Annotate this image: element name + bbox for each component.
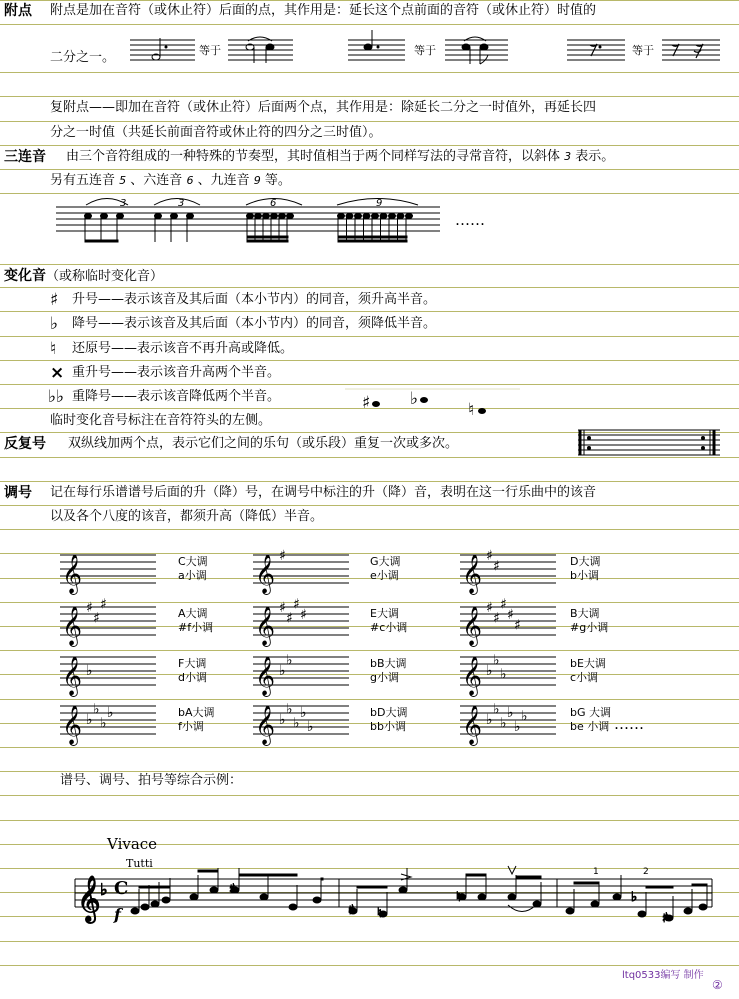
double-flat-desc: 重降号——表示该音降低两个半音。 [72, 389, 281, 404]
sharp-icon: ♯ [493, 558, 500, 575]
key-major-label: E大调 [370, 607, 399, 620]
key-signature-title: 调号 [4, 485, 32, 501]
flat-icon: ♭ [507, 705, 514, 721]
fingering-1: 1 [593, 867, 599, 877]
treble-clef-icon: 𝄞 [62, 606, 83, 646]
flat-icon: ♭ [86, 663, 93, 679]
double-sharp-desc: 重升号——表示该音升高两个半音。 [72, 365, 281, 380]
treble-clef-icon: 𝄞 [255, 656, 276, 696]
key-major-label: bA大调 [178, 706, 215, 719]
note-head [420, 397, 428, 403]
flat-desc: 降号——表示该音及其后面（本小节内）的同音，须降低半音。 [72, 316, 437, 331]
flat-icon: ♭ [279, 712, 286, 728]
flat-icon: ♭ [293, 715, 300, 732]
sharp-icon: ♯ [514, 617, 521, 634]
double-sharp-icon: × [50, 363, 65, 383]
tempo-marking: Vivace [107, 835, 158, 853]
key-minor-label: e小调 [370, 569, 399, 582]
note-head [478, 408, 486, 414]
sharp-icon: ♯ [286, 610, 293, 627]
sharp-icon: ♯ [86, 600, 93, 616]
nonuplet-numeral: 9 [253, 174, 261, 187]
treble-clef-icon: 𝄞 [77, 876, 101, 922]
accidental-icon: ♭ [631, 890, 638, 905]
repeat-title: 反复号 [4, 436, 46, 452]
tuplet-label-3: 3 [120, 198, 127, 209]
flat-icon: ♭ [307, 719, 314, 735]
triplet-title: 三连音 [4, 149, 46, 165]
key-minor-label: #g小调 [570, 621, 609, 634]
key-minor-label: a小调 [178, 569, 207, 582]
quintuplet-numeral: 5 [119, 174, 127, 187]
key-ellipsis: …… [614, 715, 644, 733]
key-major-label: A大调 [178, 607, 208, 620]
triplet-numeral-3: 3 [564, 150, 572, 163]
key-major-label: bB大调 [370, 657, 407, 670]
double-dot-line2: 分之一时值（共延长前面音符或休止符的四分之三时值）。 [50, 125, 382, 140]
accidentals-title: 变化音 [4, 268, 46, 284]
natural-desc: 还原号——表示该音不再升高或降低。 [72, 341, 294, 356]
sharp-icon: ♯ [300, 607, 307, 623]
natural-icon: ♮ [468, 400, 475, 420]
key-major-label: bG 大调 [570, 706, 612, 719]
flat-icon: ♭ [100, 715, 107, 732]
key-major-label: G大调 [370, 555, 401, 568]
flat-icon: ♭ [107, 705, 114, 721]
accidentals-title-paren: （或称临时变化音） [46, 269, 164, 284]
sextuplet-numeral: 6 [186, 174, 194, 187]
page-number: ② [712, 978, 723, 992]
natural-icon: ♮ [50, 339, 57, 359]
sextuplet-text: 、六连音 [130, 173, 183, 188]
sharp-icon: ♯ [362, 393, 371, 413]
flat-icon: ♭ [300, 705, 307, 721]
key-minor-label: g小调 [370, 671, 399, 684]
treble-clef-icon: 𝄞 [255, 554, 276, 594]
triplet-line2-end: 等。 [264, 173, 291, 188]
key-minor-label: b小调 [570, 569, 599, 582]
flat-icon: ♭ [514, 719, 521, 735]
key-major-label: bD大调 [370, 706, 408, 719]
sharp-icon: ♯ [279, 600, 286, 616]
accidental-icon: ♯ [229, 882, 236, 897]
flat-icon: ♭ [50, 314, 59, 334]
sharp-icon: ♯ [500, 596, 507, 613]
flat-icon: ♭ [286, 652, 293, 669]
flat-icon: ♭ [521, 708, 528, 725]
accidental-icon: ♮ [377, 906, 382, 921]
sharp-icon: ♯ [486, 600, 493, 616]
treble-clef-icon: 𝄞 [462, 656, 483, 696]
key-minor-label: f小调 [178, 720, 204, 733]
nonuplet-text: 、九连音 [197, 173, 250, 188]
sharp-icon: ♯ [279, 548, 286, 564]
flat-icon: ♭ [486, 712, 493, 728]
fingering-2: 2 [643, 867, 649, 877]
flat-icon: ♭ [100, 880, 108, 899]
accidental-icon: ♮ [456, 890, 461, 905]
treble-clef-icon: 𝄞 [462, 705, 483, 745]
time-signature: C [114, 878, 129, 899]
quintuplet-text: 另有五连音 [50, 173, 116, 188]
flat-icon: ♭ [500, 715, 507, 732]
key-major-label: B大调 [570, 607, 600, 620]
key-minor-label: #c小调 [370, 621, 408, 634]
treble-clef-icon: 𝄞 [62, 656, 83, 696]
sharp-icon: ♯ [100, 596, 107, 613]
sharp-icon: ♯ [293, 596, 300, 613]
dynamic-forte: f [114, 905, 121, 924]
double-flat-icon: ♭♭ [48, 387, 65, 407]
flat-icon: ♭ [286, 701, 293, 718]
sharp-icon: ♯ [93, 610, 100, 627]
treble-clef-icon: 𝄞 [255, 705, 276, 745]
key-minor-label: d小调 [178, 671, 207, 684]
treble-clef-icon: 𝄞 [462, 554, 483, 594]
key-major-label: D大调 [570, 555, 601, 568]
author-credit: ltq0533编写 制作 [622, 970, 704, 981]
sharp-icon: ♯ [507, 607, 514, 623]
triplet-line1-text: 由三个音符组成的一种特殊的节奏型，其时值相当于两个同样写法的寻常音符，以斜体 [66, 149, 561, 164]
tuplet-ellipsis: …… [455, 211, 485, 229]
sharp-desc: 升号——表示该音及其后面（本小节内）的同音，须升高半音。 [72, 292, 437, 307]
sharp-icon: ♯ [50, 290, 59, 310]
dotted-note-line1: 附点是加在音符（或休止符）后面的点，其作用是：延长这个点前面的音符（或休止符）时值的 [50, 3, 597, 18]
key-minor-label: bb小调 [370, 720, 406, 733]
flat-icon: ♭ [486, 663, 493, 679]
equals-label: 等于 [632, 44, 654, 57]
key-major-label: F大调 [178, 657, 207, 670]
sharp-icon: ♯ [486, 548, 493, 564]
tutti-marking: Tutti [126, 857, 153, 870]
flat-icon: ♭ [500, 666, 507, 683]
flat-icon: ♭ [493, 701, 500, 718]
triplet-line1-end: 表示。 [575, 149, 615, 164]
tuplet-label-3: 3 [178, 198, 185, 209]
key-major-label: C大调 [178, 555, 208, 568]
key-minor-label: #f小调 [178, 621, 214, 634]
flat-icon: ♭ [93, 701, 100, 718]
treble-clef-icon: 𝄞 [462, 606, 483, 646]
tuplet-label-6: 6 [270, 198, 277, 209]
repeat-desc: 双纵线加两个点，表示它们之间的乐句（或乐段）重复一次或多次。 [68, 436, 459, 451]
dotted-note-line2: 二分之一。 [50, 50, 116, 65]
flat-icon: ♭ [86, 712, 93, 728]
tuplet-label-9: 9 [376, 198, 383, 209]
accidental-icon: ♯ [348, 903, 355, 918]
equals-label: 等于 [199, 44, 221, 57]
accidentals-note: 临时变化音号标注在音符符头的左侧。 [50, 413, 272, 428]
key-major-label: bE大调 [570, 657, 606, 670]
key-signature-line1: 记在每行乐谱谱号后面的升（降）号，在调号中标注的升（降）音，表明在这一行乐曲中的该音 [50, 485, 597, 500]
key-signature-line2: 以及各个八度的该音，都须升高（降低）半音。 [50, 509, 324, 524]
sharp-icon: ♯ [493, 610, 500, 627]
example-title: 谱号、调号、拍号等综合示例： [60, 773, 243, 788]
treble-clef-icon: 𝄞 [255, 606, 276, 646]
dotted-note-title: 附点 [4, 3, 32, 19]
key-minor-label: be 小调 [570, 720, 610, 733]
treble-clef-icon: 𝄞 [62, 705, 83, 745]
flat-icon: ♭ [410, 389, 419, 409]
flat-icon: ♭ [279, 663, 286, 679]
equals-label: 等于 [414, 44, 436, 57]
note-head [372, 401, 380, 407]
double-dot-line1: 复附点——即加在音符（或休止符）后面两个点，其作用是：除延长二分之一时值外，再延长四 [50, 100, 597, 115]
key-minor-label: c小调 [570, 671, 599, 684]
accidental-icon: ♯ [662, 911, 669, 926]
flat-icon: ♭ [493, 652, 500, 669]
treble-clef-icon: 𝄞 [62, 554, 83, 594]
